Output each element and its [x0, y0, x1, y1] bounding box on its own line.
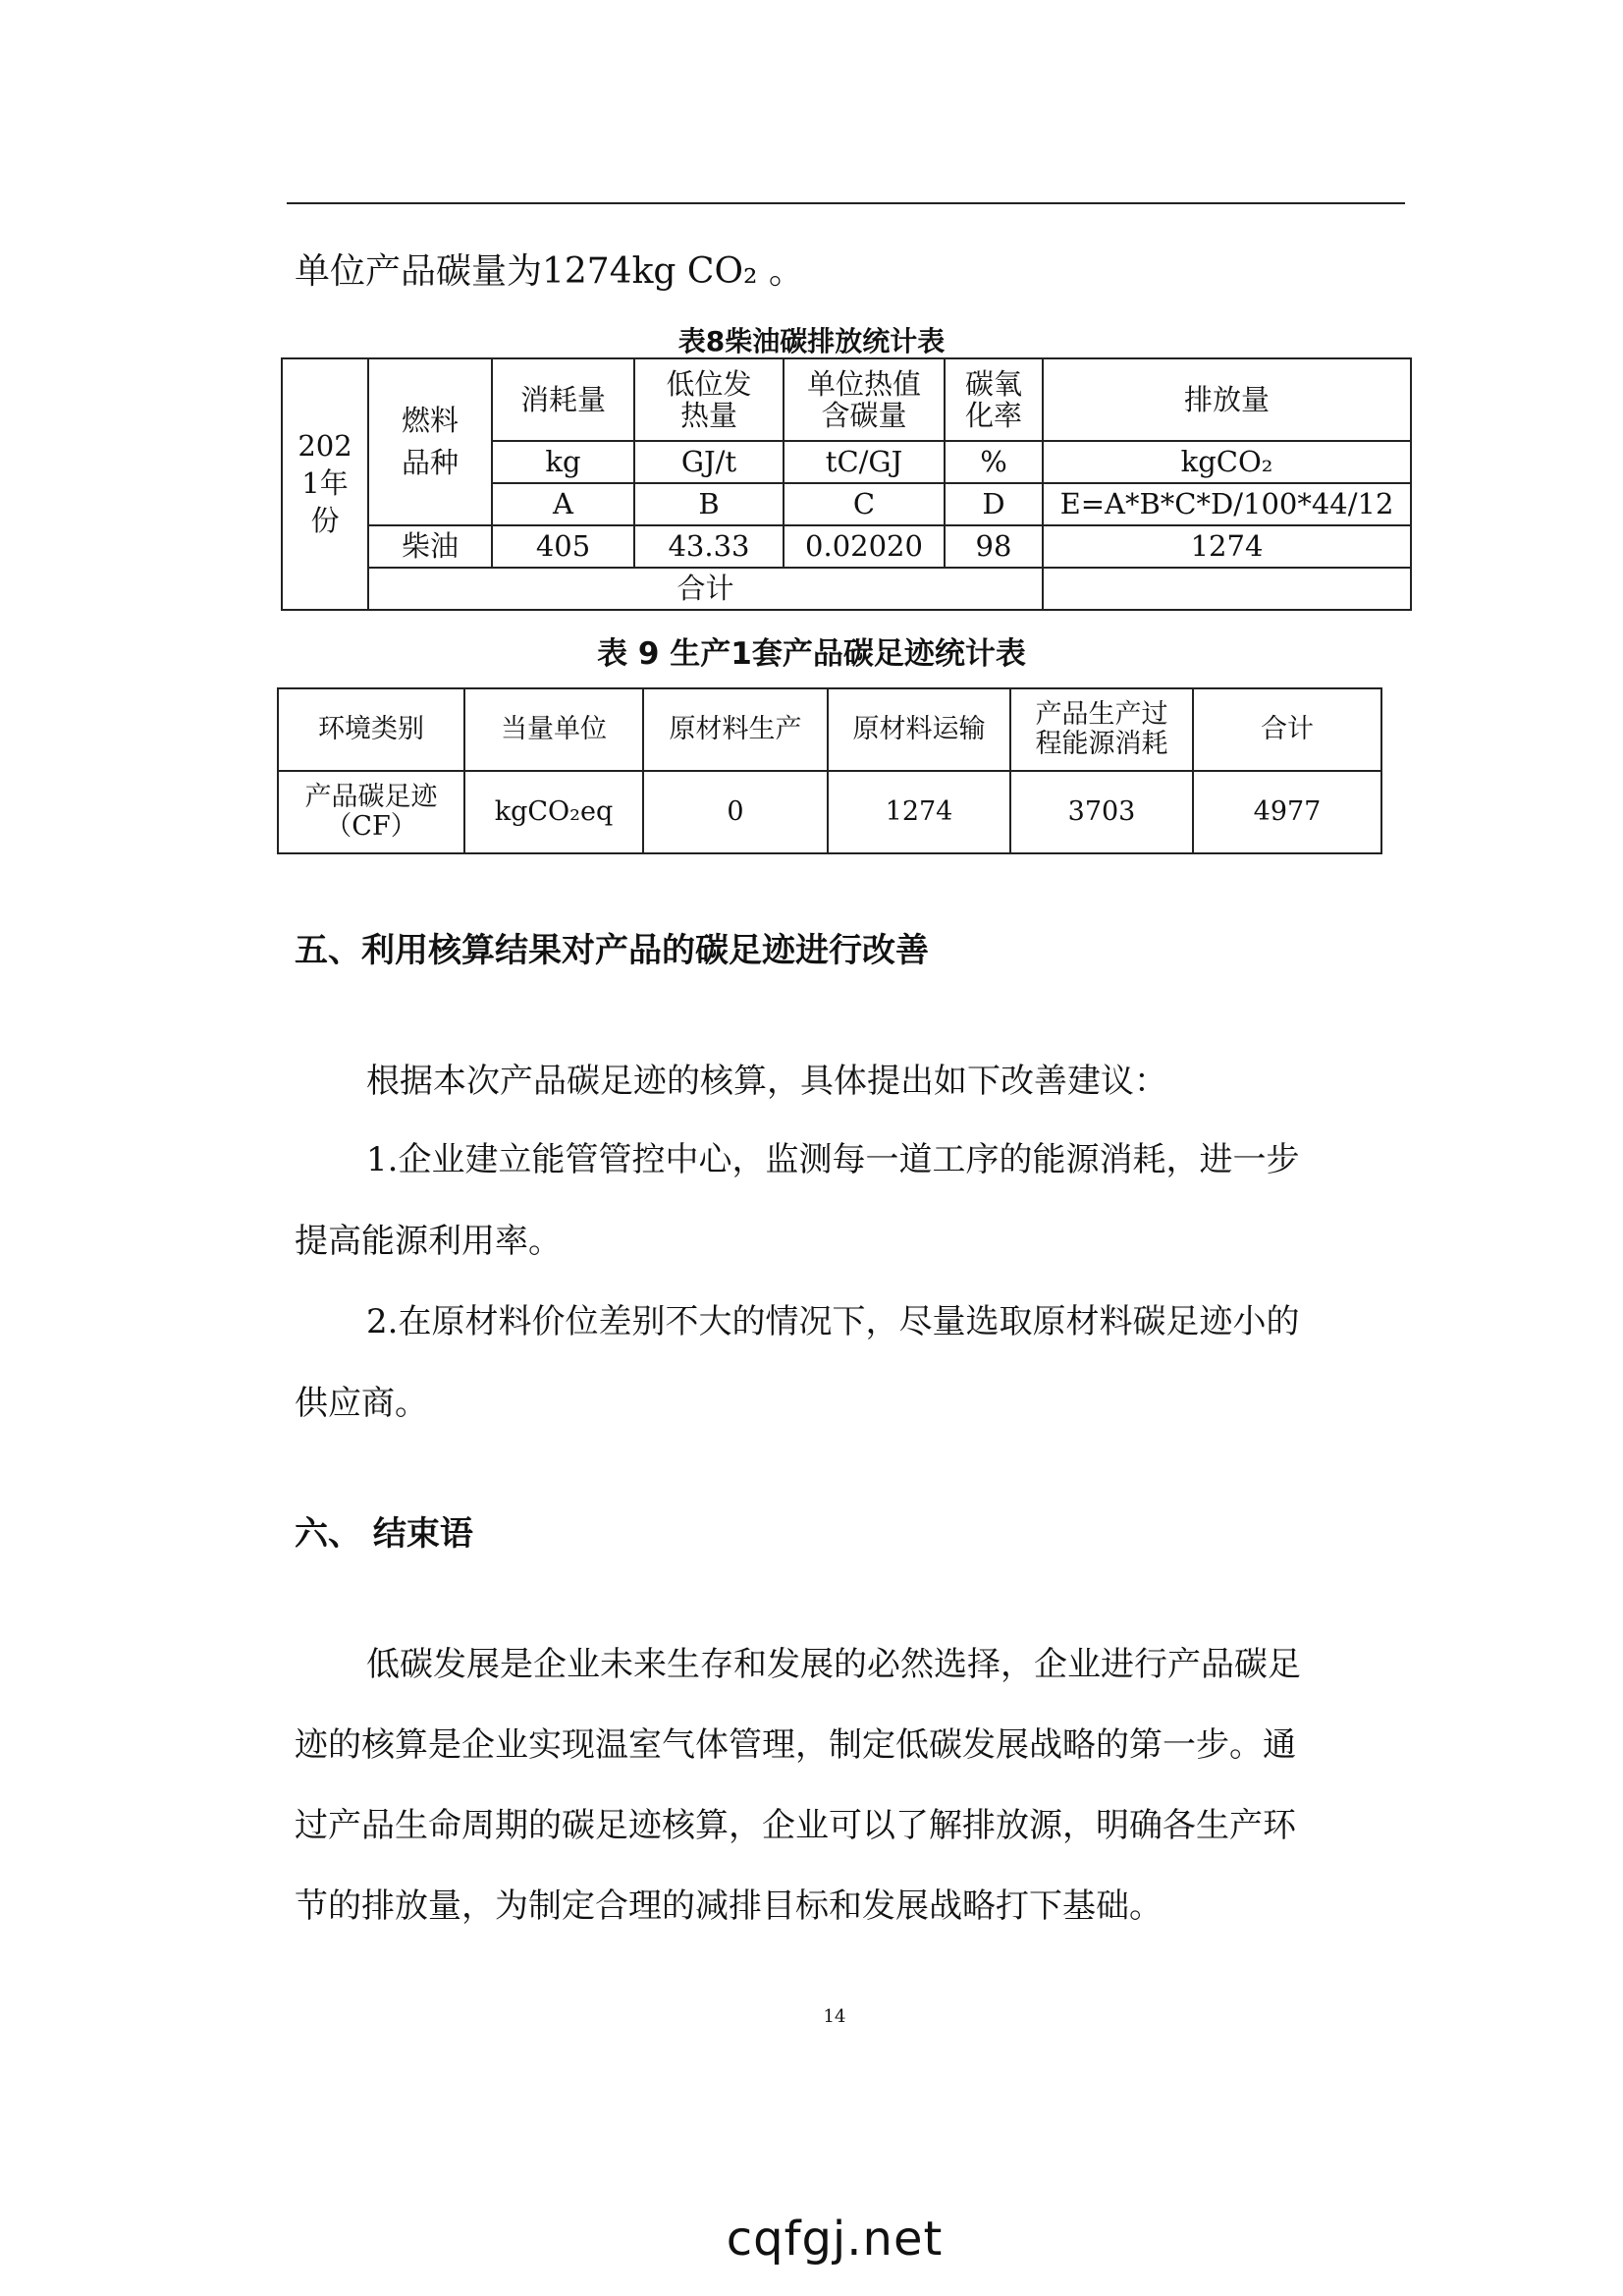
value-oxidation: 98 [945, 525, 1043, 568]
cell-process-energy: 3703 [1010, 771, 1193, 853]
total-label: 合计 [368, 568, 1043, 610]
section5-item1-line1: 1.企业建立能管管控中心，监测每一道工序的能源消耗，进一步 [366, 1140, 1300, 1179]
table9-caption: 表 9 生产1套产品碳足迹统计表 [597, 636, 1026, 672]
header-raw-transport: 原材料运输 [828, 688, 1010, 771]
consumption-header: 消耗量 [492, 358, 634, 441]
diesel-emission-table [281, 357, 1412, 611]
intro-text: 单位产品碳量为1274kg CO₂ 。 [295, 251, 804, 292]
symbol-a: A [492, 483, 634, 525]
symbol-b: B [634, 483, 784, 525]
symbol-d: D [945, 483, 1043, 525]
header-rule [287, 202, 1405, 204]
header-process-energy: 产品生产过程能源消耗 [1010, 688, 1193, 771]
unit-calorific: GJ/t [634, 441, 784, 483]
watermark-site: cqfgj.net [726, 2212, 944, 2267]
section5-heading: 五、利用核算结果对产品的碳足迹进行改善 [295, 931, 929, 970]
emission-header: 排放量 [1043, 358, 1411, 441]
section5-item1-line2: 提高能源利用率。 [295, 1222, 562, 1261]
section5-item2-line1: 2.在原材料价位差别不大的情况下，尽量选取原材料碳足迹小的 [366, 1302, 1300, 1341]
cell-cf: 产品碳足迹（CF） [278, 771, 464, 853]
carbon-content-header: 单位热值含碳量 [784, 358, 945, 441]
section6-line3: 过产品生命周期的碳足迹核算，企业可以了解排放源，明确各生产环 [295, 1806, 1296, 1845]
unit-carbon-content: tC/GJ [784, 441, 945, 483]
section6-line2: 迹的核算是企业实现温室气体管理，制定低碳发展战略的第一步。通 [295, 1725, 1296, 1765]
unit-oxidation: % [945, 441, 1043, 483]
value-consumption: 405 [492, 525, 634, 568]
symbol-c: C [784, 483, 945, 525]
header-total: 合计 [1193, 688, 1381, 771]
cell-raw-production: 0 [643, 771, 828, 853]
fuel-type-header: 燃料品种 [368, 358, 492, 525]
section5-intro: 根据本次产品碳足迹的核算，具体提出如下改善建议： [366, 1062, 1167, 1101]
oxidation-rate-header: 碳氧化率 [945, 358, 1043, 441]
value-carbon-content: 0.02020 [784, 525, 945, 568]
section5-item2-line2: 供应商。 [295, 1384, 428, 1423]
cell-raw-transport: 1274 [828, 771, 1010, 853]
table8-caption: 表8柴油碳排放统计表 [677, 325, 946, 357]
header-unit: 当量单位 [464, 688, 643, 771]
header-raw-production: 原材料生产 [643, 688, 828, 771]
header-env-category: 环境类别 [278, 688, 464, 771]
total-value [1043, 568, 1411, 610]
unit-emission: kgCO₂ [1043, 441, 1411, 483]
value-calorific: 43.33 [634, 525, 784, 568]
section6-line1: 低碳发展是企业未来生存和发展的必然选择，企业进行产品碳足 [366, 1645, 1301, 1684]
carbon-footprint-table [277, 687, 1382, 854]
cell-unit: kgCO₂eq [464, 771, 643, 853]
unit-consumption: kg [492, 441, 634, 483]
value-emission: 1274 [1043, 525, 1411, 568]
cell-total: 4977 [1193, 771, 1381, 853]
year-cell: 2021年份 [282, 358, 368, 610]
fuel-diesel: 柴油 [368, 525, 492, 568]
emission-formula: E=A*B*C*D/100*44/12 [1043, 483, 1411, 525]
calorific-header: 低位发热量 [634, 358, 784, 441]
page-number: 14 [823, 2006, 846, 2027]
section6-line4: 节的排放量，为制定合理的减排目标和发展战略打下基础。 [295, 1886, 1163, 1926]
section6-heading: 六、 结束语 [295, 1514, 473, 1554]
